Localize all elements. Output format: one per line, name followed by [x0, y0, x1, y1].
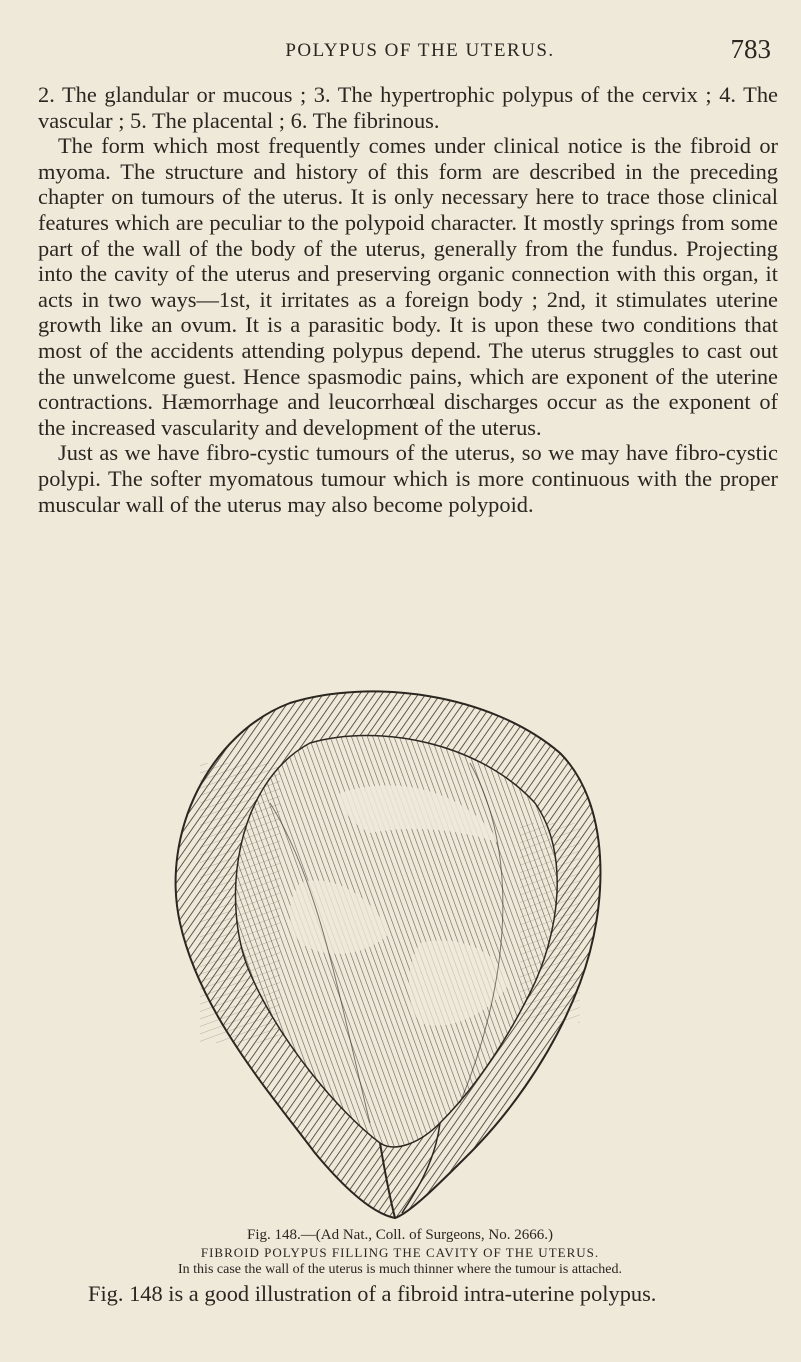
- page-number: 783: [730, 34, 771, 64]
- figure-caption-title: Fig. 148.—(Ad Nat., Coll. of Surgeons, No. 2666.): [247, 1227, 553, 1243]
- paragraph-fibro-cystic: Just as we have fibro-cystic tumours of the uterus, so we may have fibro-cystic polypi. The softer myomatous tumour which is more continuous with the proper muscular wall of the uterus may also become polypoid.: [38, 440, 778, 517]
- body-text: [38, 82, 778, 517]
- figure-caption-note: In this case the wall of the uterus is much thinner where the tumour is attached.: [178, 1262, 622, 1277]
- paragraph-figure-reference: Fig. 148 is a good illustration of a fibroid intra-uterine polypus.: [88, 1281, 657, 1306]
- paragraph-classification: 2. The glandular or mucous ; 3. The hypertrophic polypus of the cervix ; 4. The vascular ; 5. The placental ; 6. The fibrinous.: [38, 82, 778, 133]
- figure-caption-heading: FIBROID POLYPUS FILLING THE CAVITY OF THE UTERUS.: [200, 1245, 600, 1260]
- paragraph-fibroid-form: The form which most frequently comes under clinical notice is the fibroid or myoma. The structure and history of this form are described in the preceding chapter on tumours of the uterus. It is only necessary here to trace those clinical features which are peculiar to the polypoid character. It mostly springs from some part of the wall of the body of the uterus, generally from the fundus. Projecting into the cavity of the uterus and preserving organic connection with this organ, it acts in two ways—1st, it irritates as a foreign body ; 2nd, it stimulates uterine growth like an ovum. It is a parasitic body. It is upon these two conditions that most of the accidents attending polypus depend. The uterus struggles to cast out the unwelcome guest. Hence spasmodic pains, which are exponent of the uterine contractions. Hæmorrhage and leucorrhœal discharges occur as the exponent of the increased vascularity and development of the uterus.: [38, 133, 778, 440]
- closing-text: [88, 1281, 778, 1307]
- running-title: POLYPUS OF THE UTERUS.: [285, 40, 555, 61]
- engraving-illustration: [140, 683, 620, 1223]
- figure-fibroid-polypus-illustration: [140, 683, 620, 1223]
